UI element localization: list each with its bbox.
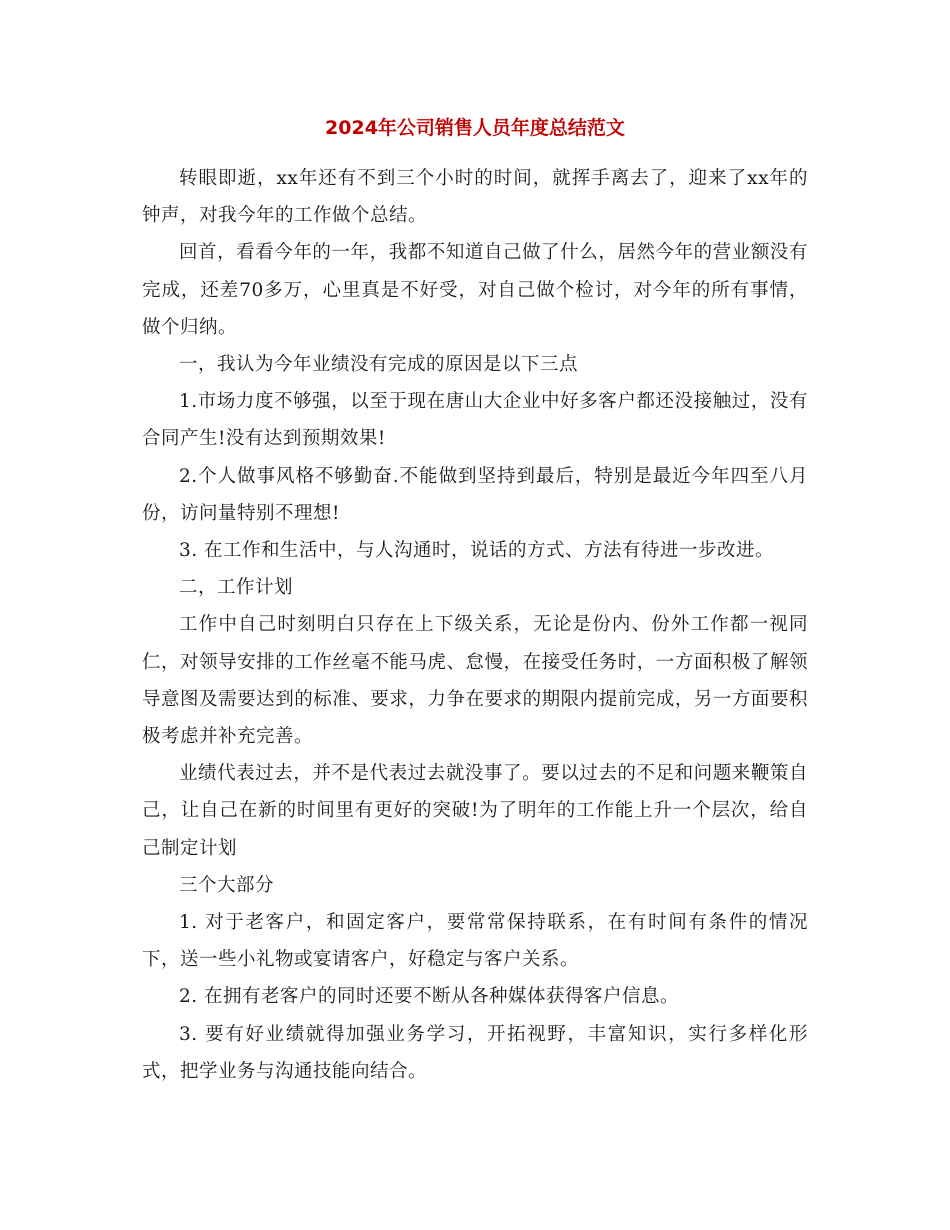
section-heading-plan: 二，工作计划	[179, 577, 294, 599]
section-heading-reasons: 一，我认为今年业绩没有完成的原因是以下三点	[179, 354, 579, 376]
reason-item-3: 3. 在工作和生活中，与人沟通时，说话的方式、方法有待进一步改进。	[179, 540, 775, 562]
plan-item-1: 1. 对于老客户，和固定客户，要常常保持联系，在有时间有条件的情况下，送一些小礼物或宴请客户，好稳定与客户关系。	[142, 912, 808, 971]
document-title: 2024年公司销售人员年度总结范文	[325, 117, 625, 139]
reason-item-2: 2.个人做事风格不够勤奋.不能做到坚持到最后，特别是最近今年四至八月份，访问量特别不理想!	[142, 465, 808, 524]
paragraph-performance: 业绩代表过去，并不是代表过去就没事了。要以过去的不足和问题来鞭策自己，让自己在新的时间里有更好的突破!为了明年的工作能上升一个层次，给自己制定计划	[142, 763, 808, 859]
paragraph-intro: 转眼即逝，xx年还有不到三个小时的时间，就挥手离去了，迎来了xx年的钟声，对我今年的工作做个总结。	[142, 168, 808, 227]
paragraph-work-attitude: 工作中自己时刻明白只存在上下级关系，无论是份内、份外工作都一视同仁，对领导安排的工作丝毫不能马虎、怠慢，在接受任务时，一方面积极了解领导意图及需要达到的标准、要求，力争在要求的期限内提前完成，另一方面要积极考虑并补充完善。	[142, 614, 808, 748]
plan-item-3: 3. 要有好业绩就得加强业务学习，开拓视野，丰富知识，实行多样化形式，把学业务与沟通技能向结合。	[142, 1023, 808, 1082]
section-heading-three-parts: 三个大部分	[179, 874, 275, 896]
document-page	[142, 110, 808, 1090]
plan-item-2: 2. 在拥有老客户的同时还要不断从各种媒体获得客户信息。	[179, 986, 680, 1008]
reason-item-1: 1.市场力度不够强，以至于现在唐山大企业中好多客户都还没接触过，没有合同产生!没有达到预期效果!	[142, 391, 808, 450]
paragraph-review: 回首，看看今年的一年，我都不知道自己做了什么，居然今年的营业额没有完成，还差70多万，心里真是不好受，对自己做个检讨，对今年的所有事情，做个归纳。	[142, 242, 808, 338]
